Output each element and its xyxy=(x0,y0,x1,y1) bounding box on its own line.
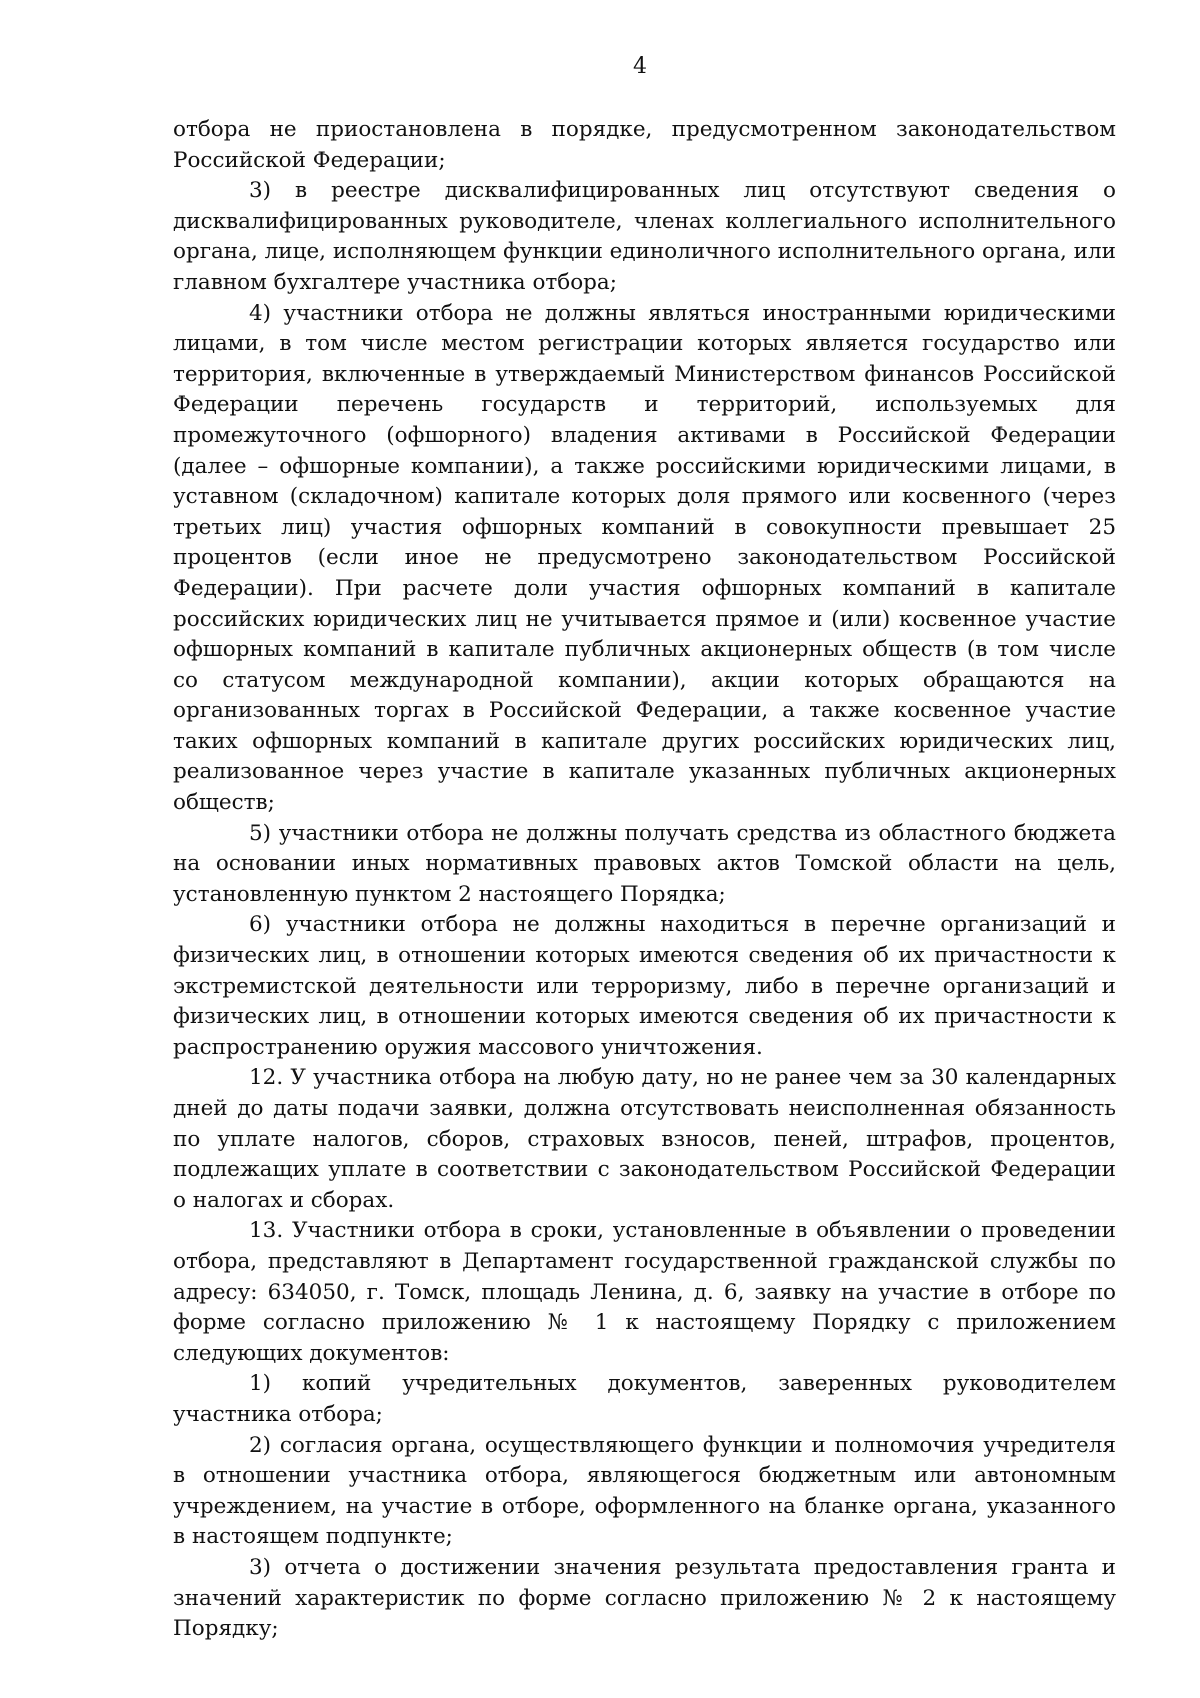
paragraph-continuation: отбора не приостановлена в порядке, предусмотренном законодательством Российской Федерации; xyxy=(173,117,1116,173)
paragraph-doc-item-3: 3) отчета о достижении значения результата предоставления гранта и значений характеристик по форме согласно приложению № 2 к настоящему Порядку; xyxy=(173,1554,1116,1642)
paragraph-item-4: 4) участники отбора не должны являться иностранными юридическими лицами, в том числе местом регистрации которых является государство или территория, включенные в утверждаемый Министерством финансов Российской Федерации перечень государств и территорий, используемых для промежуточного (офшорного) владения активами в Российской Федерации (далее – офшорные компании), а также российскими юридическими лицами, в уставном (складочном) капитале которых доля прямого или косвенного (через третьих лиц) участия офшорных компаний в совокупности превышает 25 процентов (если иное не предусмотрено законодательством Российской Федерации). При расчете доли участия офшорных компаний в капитале российских юридических лиц не учитывается прямое и (или) косвенное участие офшорных компаний в капитале публичных акционерных обществ (в том числе со статусом международной компании), акции которых обращаются на организованных торгах в Российской Федерации, а также косвенное участие таких офшорных компаний в капитале других российских юридических лиц, реализованное через участие в капитале указанных публичных акционерных обществ; xyxy=(173,300,1116,816)
paragraph-clause-12: 12. У участника отбора на любую дату, но не ранее чем за 30 календарных дней до даты подачи заявки, должна отсутствовать неисполненная обязанность по уплате налогов, сборов, страховых взносов, пеней, штрафов, процентов, подлежащих уплате в соответствии с законодательством Российской Федерации о налогах и сборах. xyxy=(173,1065,1116,1213)
paragraph-item-6: 6) участники отбора не должны находиться в перечне организаций и физических лиц, в отношении которых имеются сведения об их причастности к экстремистской деятельности или терроризму, либо в перечне организаций и физических лиц, в отношении которых имеются сведения об их причастности к распространению оружия массового уничтожения. xyxy=(173,912,1116,1060)
page-number: 4 xyxy=(633,54,647,79)
paragraph-doc-item-2: 2) согласия органа, осуществляющего функции и полномочия учредителя в отношении участника отбора, являющегося бюджетным или автономным учреждением, на участие в отборе, оформленного на бланке органа, указанного в настоящем подпункте; xyxy=(173,1432,1116,1550)
paragraph-clause-13: 13. Участники отбора в сроки, установленные в объявлении о проведении отбора, представляют в Департамент государственной гражданской службы по адресу: 634050, г. Томск, площадь Ленина, д. 6, заявку на участие в отборе по форме согласно приложению № 1 к настоящему Порядку с приложением следующих документов: xyxy=(173,1218,1116,1366)
document-body xyxy=(173,115,1116,1645)
paragraph-item-3: 3) в реестре дисквалифицированных лиц отсутствуют сведения о дисквалифицированных руководителе, членах коллегиального исполнительного органа, лице, исполняющем функции единоличного исполнительного органа, или главном бухгалтере участника отбора; xyxy=(173,178,1116,295)
paragraph-item-5: 5) участники отбора не должны получать средства из областного бюджета на основании иных нормативных правовых актов Томской области на цель, установленную пунктом 2 настоящего Порядка; xyxy=(173,820,1116,907)
paragraph-doc-item-1: 1) копий учредительных документов, заверенных руководителем участника отбора; xyxy=(173,1371,1116,1427)
